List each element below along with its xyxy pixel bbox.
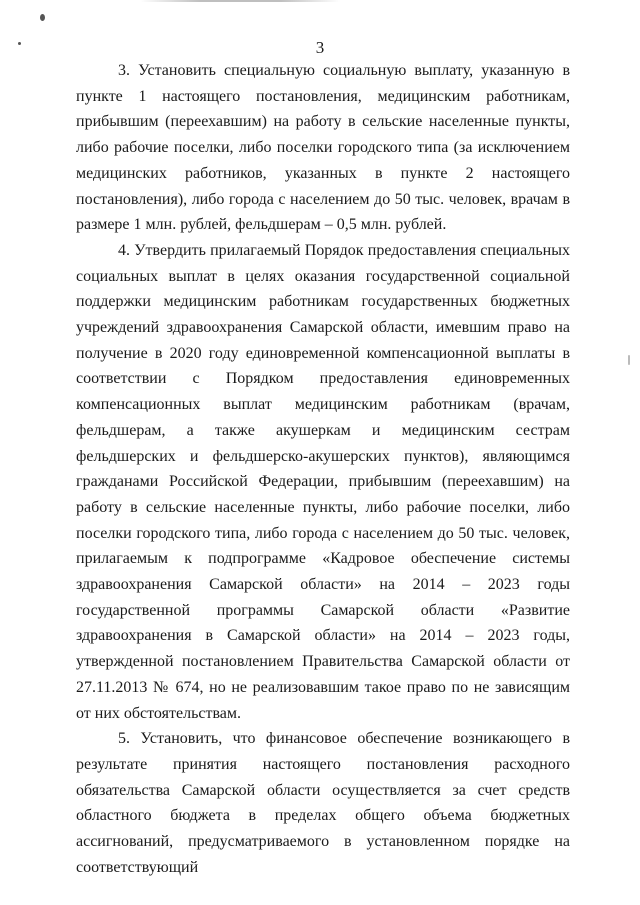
scan-top-edge: [140, 0, 340, 2]
document-body: [76, 58, 570, 881]
paragraph-3: 3. Установить специальную социальную выплату, указанную в пункте 1 настоящего постановления, медицинским работникам, прибывшим (переехавшим) на работу в сельские населенные пункты, либо рабочие поселки, либо поселки городского типа (за исключением медицинских работников, указанных в пункте 2 настоящего постановления), либо города с населением до 50 тыс. человек, врачам в размере 1 млн. рублей, фельдшерам – 0,5 млн. рублей.: [76, 62, 570, 234]
scan-speck: [628, 355, 630, 365]
paragraph-4: 4. Утвердить прилагаемый Порядок предоставления специальных социальных выплат в целях оказания государственной социальной поддержки медицинским работникам государственных бюджетных учреждений здравоохранения Самарской области, имевшим право на получение в 2020 году единовременной компенсационной выплаты в соответствии с Порядком предоставления единовременных компенсационных выплат медицинским работникам (врачам, фельдшерам, а также акушеркам и медицинским сестрам фельдшерских и фельдшерско-акушерских пунктов), являющимся гражданами Российской Федерации, прибывшим (переехавшим) на работу в сельские населенные пункты, либо рабочие поселки, либо поселки городского типа, либо города с населением до 50 тыс. человек, прилагаемым к подпрограмме «Кадровое обеспечение системы здравоохранения Самарской области» на 2014 – 2023 годы государственной программы Самарской области «Развитие здравоохранения в Самарской области» на 2014 – 2023 годы, утвержденной постановлением Правительства Самарской области от 27.11.2013 № 674, но не реализовавшим такое право по не зависящим от них обстоятельствам.: [76, 241, 570, 722]
scan-speck: [40, 14, 45, 21]
paragraph-5: 5. Установить, что финансовое обеспечение возникающего в результате принятия настоящего постановления расходного обязательства Самарской области осуществляется за счет средств областного бюджета в пределах общего объема бюджетных ассигнований, предусматриваемого в установленном порядке на соответствующий: [76, 730, 570, 876]
page-number: 3: [315, 38, 325, 57]
